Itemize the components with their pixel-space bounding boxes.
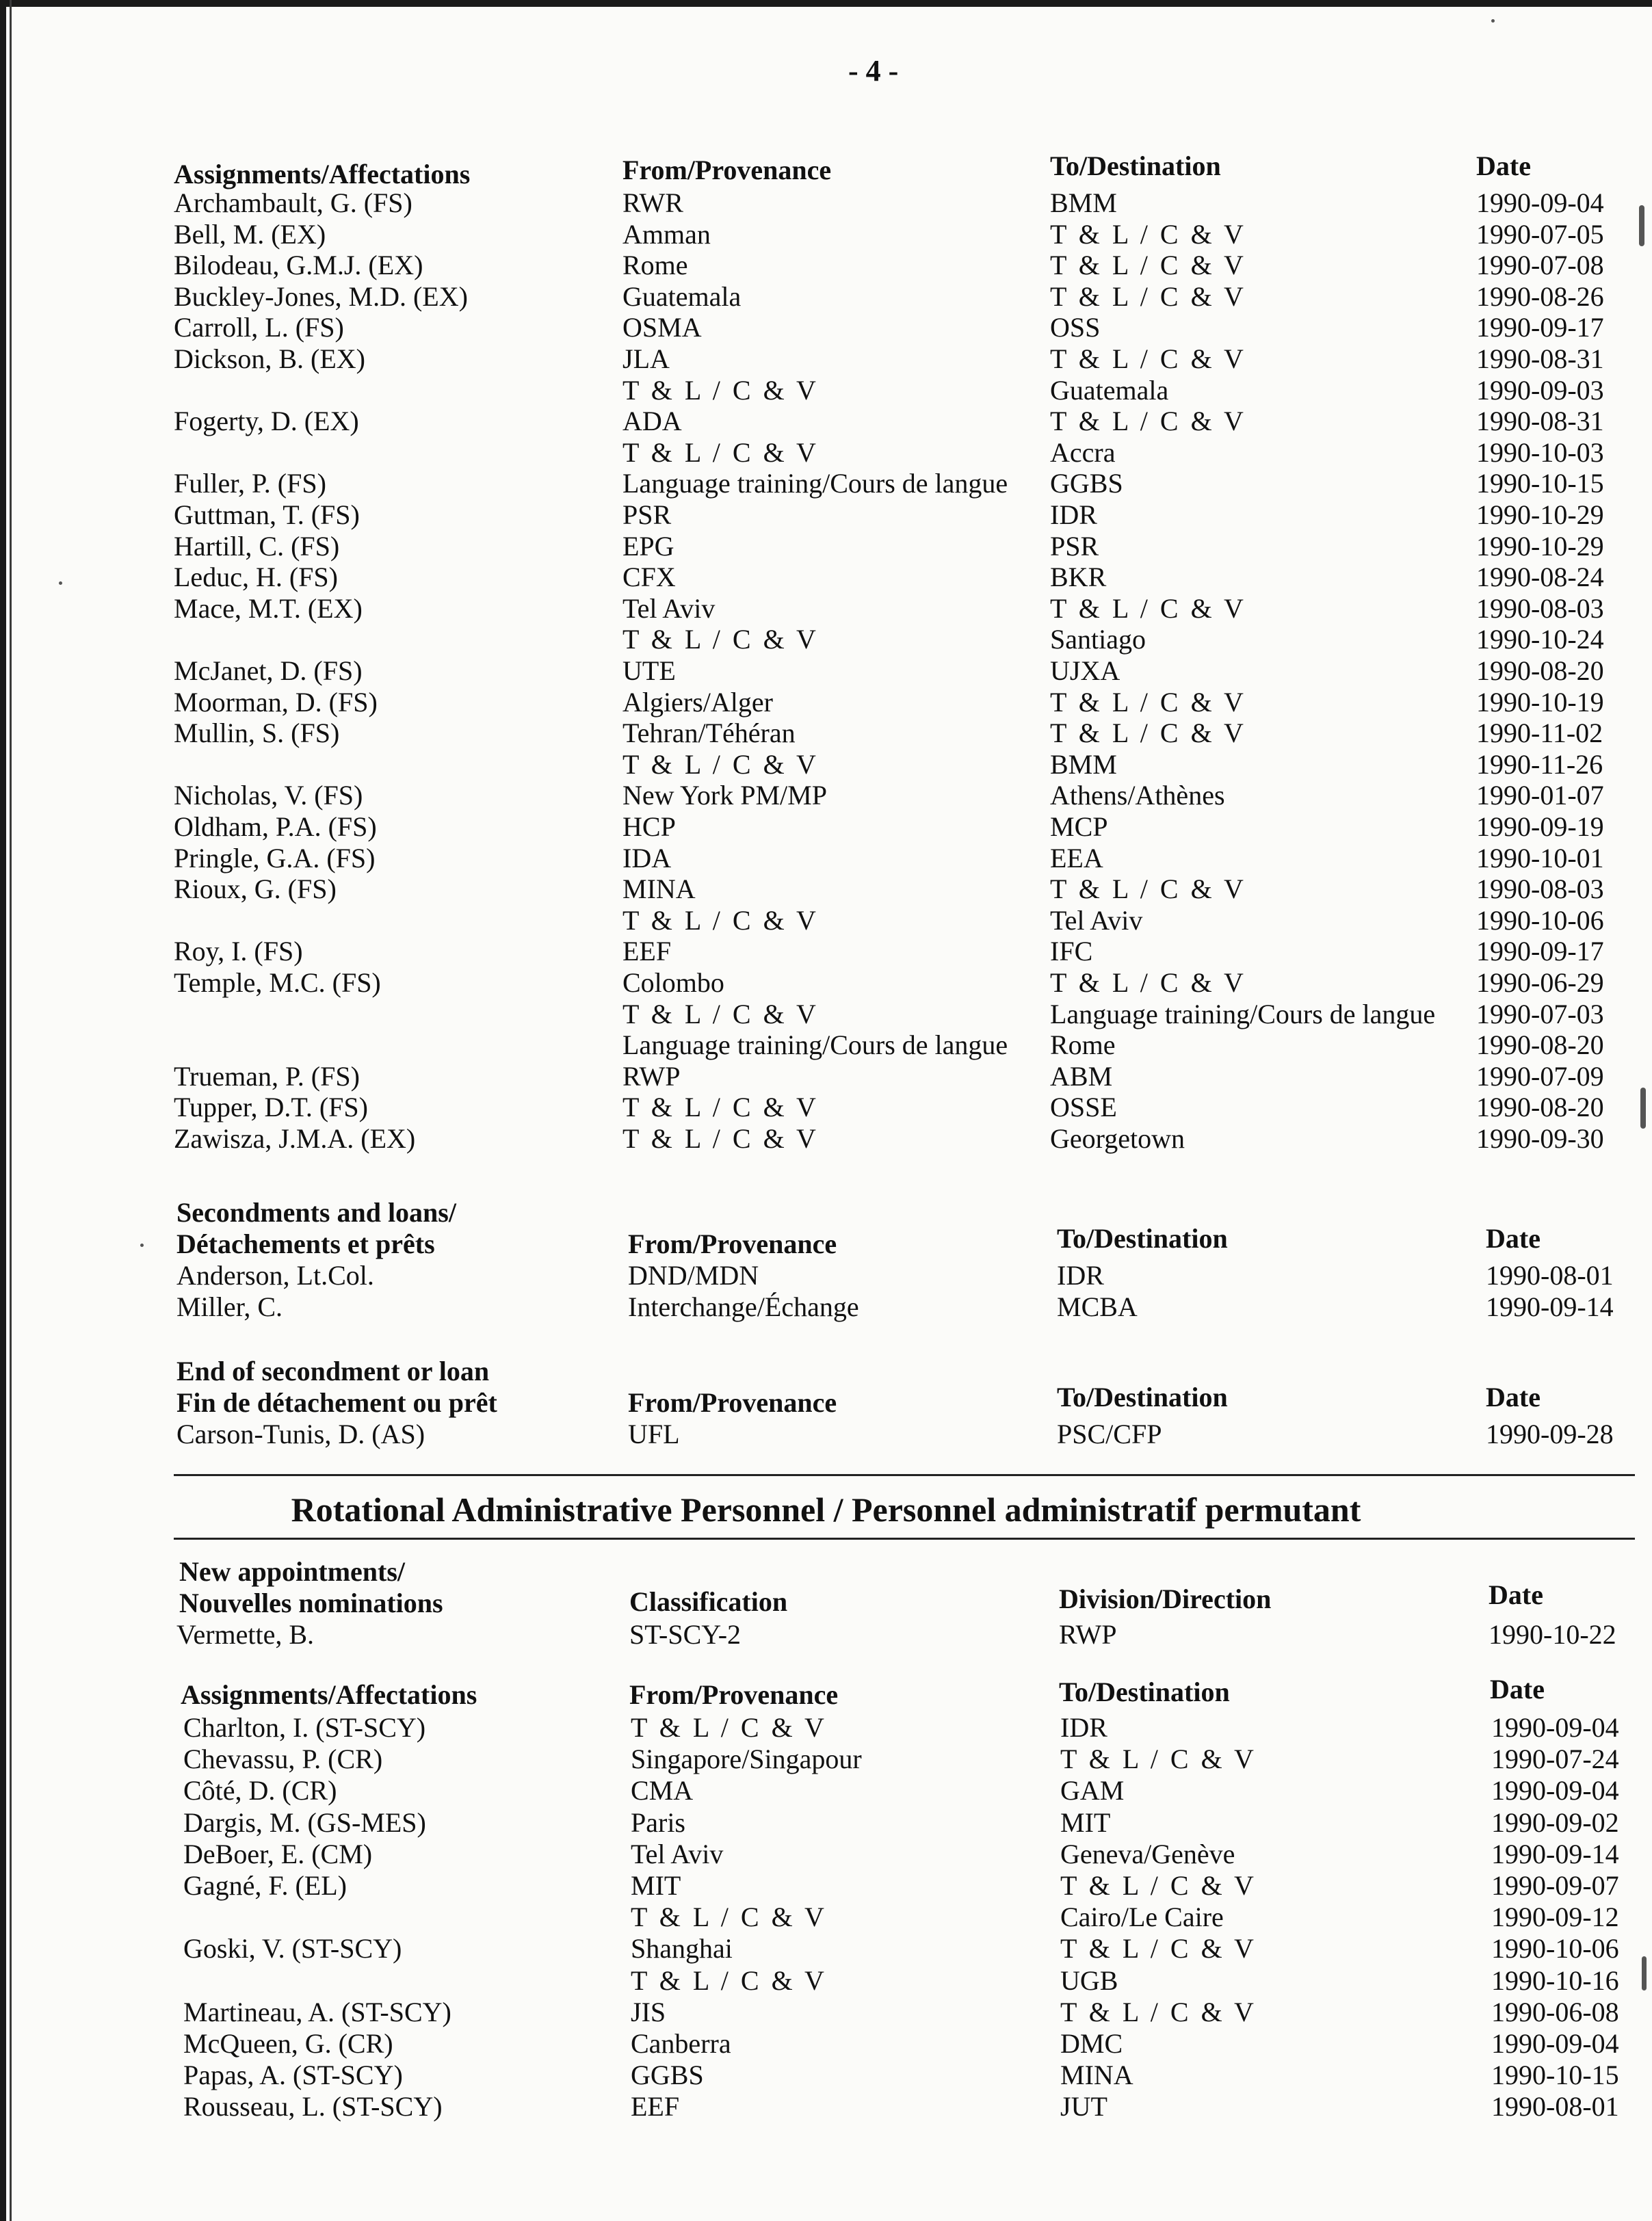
- table-row: [0, 1807, 1652, 1839]
- cell-to: OSSE: [1050, 1092, 1117, 1123]
- table-row: [0, 437, 1652, 469]
- cell-date: 1990-07-05: [1476, 218, 1604, 250]
- secondments-title-row-2: [0, 1223, 1652, 1260]
- cell-date: 1990-09-14: [1491, 1838, 1619, 1869]
- rotational-banner: Rotational Administrative Personnel / Personnel administratif permutant: [291, 1490, 1361, 1529]
- cell-name: Hartill, C. (FS): [174, 530, 340, 562]
- cell-from: IDA: [622, 842, 672, 873]
- cell-date: 1990-09-17: [1476, 312, 1604, 343]
- cell-to: EEA: [1050, 842, 1103, 873]
- header-date: Date: [1476, 150, 1531, 181]
- cell-from: Language training/Cours de langue: [622, 468, 1008, 499]
- secondments-header-date: Date: [1486, 1223, 1540, 1254]
- cell-date: 1990-09-07: [1491, 1870, 1619, 1901]
- cell-name: Buckley-Jones, M.D. (EX): [174, 280, 468, 312]
- cell-to: T & L / C & V: [1050, 718, 1246, 749]
- cell-name: Mullin, S. (FS): [174, 718, 340, 749]
- cell-name: Dickson, B. (EX): [174, 343, 365, 374]
- cell-from: Amman: [622, 218, 711, 250]
- cell-from: UTE: [622, 655, 676, 686]
- rotational-header-row: [0, 1674, 1652, 1711]
- table-row: [0, 250, 1652, 281]
- cell-date: 1990-10-06: [1476, 904, 1604, 936]
- table-row: [0, 1619, 1652, 1651]
- table-row: [0, 749, 1652, 780]
- cell-from: MINA: [622, 873, 696, 905]
- cell-name: Fuller, P. (FS): [174, 468, 326, 499]
- cell-to: T & L / C & V: [1060, 1996, 1257, 2027]
- table-row: [0, 1123, 1652, 1155]
- end-secondment-header-from: From/Provenance: [628, 1387, 837, 1418]
- top-edge-rule: [0, 0, 1652, 7]
- cell-to: IFC: [1050, 936, 1093, 967]
- end-secondment-header-to: To/Destination: [1057, 1382, 1228, 1412]
- table-row: [0, 1902, 1652, 1933]
- cell-name: Mace, M.T. (EX): [174, 592, 363, 624]
- new-appointments-title-row-1: [0, 1556, 1652, 1588]
- cell-name: Archambault, G. (FS): [174, 187, 412, 218]
- cell-to: T & L / C & V: [1050, 343, 1246, 374]
- cell-name: Charlton, I. (ST-SCY): [183, 1712, 426, 1743]
- cell-date: 1990-08-01: [1486, 1260, 1614, 1291]
- table-row: [0, 1965, 1652, 1997]
- cell-from: T & L / C & V: [622, 436, 819, 468]
- cell-date: 1990-10-01: [1476, 842, 1604, 873]
- cell-to: T & L / C & V: [1050, 250, 1246, 281]
- cell-to: T & L / C & V: [1050, 592, 1246, 624]
- new-appointments-title-1: New appointments/: [179, 1556, 406, 1587]
- cell-to: T & L / C & V: [1050, 406, 1246, 437]
- cell-date: 1990-07-09: [1476, 1060, 1604, 1092]
- cell-date: 1990-08-31: [1476, 343, 1604, 374]
- rotational-header-date: Date: [1490, 1674, 1545, 1705]
- cell-to: T & L / C & V: [1050, 280, 1246, 312]
- cell-to: UGB: [1060, 1964, 1118, 1996]
- cell-date: 1990-09-30: [1476, 1123, 1604, 1154]
- table-row: [0, 1997, 1652, 2028]
- end-secondment-title-1: End of secondment or loan: [176, 1356, 490, 1387]
- cell-to: MCP: [1050, 811, 1108, 842]
- end-secondment-title-row-2: [0, 1382, 1652, 1419]
- table-row: [0, 1870, 1652, 1902]
- cell-date: 1990-09-17: [1476, 936, 1604, 967]
- cell-to: Athens/Athènes: [1050, 780, 1225, 811]
- table-row: [0, 468, 1652, 499]
- cell-from: T & L / C & V: [631, 1964, 827, 1996]
- banner-rule-bottom: [174, 1538, 1635, 1540]
- cell-date: 1990-08-01: [1491, 2091, 1619, 2123]
- cell-to: OSS: [1050, 312, 1101, 343]
- cell-date: 1990-10-15: [1476, 468, 1604, 499]
- cell-from: Singapore/Singapour: [631, 1744, 862, 1775]
- secondments-header-to: To/Destination: [1057, 1223, 1228, 1254]
- cell-to: Georgetown: [1050, 1123, 1185, 1154]
- rotational-header-to: To/Destination: [1059, 1677, 1230, 1707]
- cell-from: Tel Aviv: [631, 1838, 724, 1869]
- cell-date: 1990-09-28: [1486, 1419, 1614, 1449]
- new-appointments-title-2: Nouvelles nominations: [179, 1588, 443, 1618]
- table-row: [0, 2028, 1652, 2060]
- end-secondment-header-date: Date: [1486, 1382, 1540, 1412]
- cell-name: Bell, M. (EX): [174, 218, 326, 250]
- cell-name: Goski, V. (ST-SCY): [183, 1933, 402, 1964]
- cell-to: MIT: [1060, 1806, 1111, 1838]
- cell-from: ST-SCY-2: [629, 1619, 742, 1650]
- cell-date: 1990-09-12: [1491, 1902, 1619, 1933]
- cell-date: 1990-08-20: [1476, 1029, 1604, 1061]
- cell-date: 1990-10-16: [1491, 1964, 1619, 1996]
- cell-to: IDR: [1057, 1260, 1104, 1291]
- cell-to: GAM: [1060, 1775, 1125, 1806]
- table-row: [0, 905, 1652, 936]
- cell-from: T & L / C & V: [622, 998, 819, 1029]
- cell-date: 1990-06-29: [1476, 967, 1604, 998]
- cell-from: HCP: [622, 811, 676, 842]
- new-appointments-title-row-2: [0, 1579, 1652, 1619]
- scan-speck: [1491, 19, 1495, 23]
- cell-name: Chevassu, P. (CR): [183, 1744, 383, 1775]
- cell-name: McQueen, G. (CR): [183, 2028, 393, 2059]
- cell-to: JUT: [1060, 2091, 1107, 2123]
- cell-date: 1990-08-26: [1476, 280, 1604, 312]
- cell-to: Rome: [1050, 1029, 1116, 1061]
- table-row: [0, 375, 1652, 406]
- secondments-title-1: Secondments and loans/: [176, 1197, 456, 1228]
- cell-name: Tupper, D.T. (FS): [174, 1092, 368, 1123]
- scan-speck: [59, 581, 62, 585]
- cell-date: 1990-08-20: [1476, 1092, 1604, 1123]
- cell-date: 1990-09-04: [1491, 2028, 1619, 2059]
- cell-date: 1990-10-29: [1476, 530, 1604, 562]
- end-secondment-title-row-1: [0, 1356, 1652, 1387]
- cell-name: Anderson, Lt.Col.: [176, 1260, 374, 1291]
- cell-from: UFL: [628, 1419, 680, 1449]
- cell-to: UJXA: [1050, 655, 1120, 686]
- cell-to: T & L / C & V: [1060, 1744, 1257, 1775]
- table-row: [0, 312, 1652, 343]
- cell-name: Carson-Tunis, D. (AS): [176, 1419, 425, 1449]
- scan-speck: [140, 1244, 144, 1247]
- cell-name: Carroll, L. (FS): [174, 312, 344, 343]
- cell-from: Language training/Cours de langue: [622, 1029, 1008, 1061]
- new-appointments-header-classification: Classification: [629, 1586, 788, 1617]
- cell-from: JLA: [622, 343, 670, 374]
- table-row: [0, 624, 1652, 655]
- cell-from: T & L / C & V: [622, 904, 819, 936]
- table-row: [0, 499, 1652, 531]
- cell-from: T & L / C & V: [631, 1712, 827, 1743]
- cell-from: DND/MDN: [628, 1260, 759, 1291]
- cell-from: CFX: [622, 562, 676, 593]
- cell-from: Tel Aviv: [622, 592, 716, 624]
- cell-date: 1990-07-24: [1491, 1744, 1619, 1775]
- secondments-title-row-1: [0, 1197, 1652, 1228]
- cell-name: Nicholas, V. (FS): [174, 780, 363, 811]
- cell-to: IDR: [1060, 1712, 1107, 1743]
- cell-date: 1990-08-03: [1476, 592, 1604, 624]
- table-row: [0, 811, 1652, 843]
- cell-date: 1990-07-03: [1476, 998, 1604, 1029]
- end-secondment-title-2: Fin de détachement ou prêt: [176, 1387, 497, 1418]
- cell-name: Trueman, P. (FS): [174, 1060, 360, 1092]
- table-row: [0, 718, 1652, 749]
- cell-date: 1990-07-08: [1476, 250, 1604, 281]
- table-row: [0, 1839, 1652, 1870]
- cell-to: PSC/CFP: [1057, 1419, 1162, 1449]
- cell-date: 1990-11-26: [1476, 748, 1603, 780]
- cell-date: 1990-10-19: [1476, 686, 1604, 718]
- table-row: [0, 873, 1652, 905]
- table-row: [0, 593, 1652, 625]
- cell-to: MCBA: [1057, 1291, 1138, 1322]
- scan-mark: [1640, 1088, 1646, 1129]
- cell-date: 1990-09-02: [1491, 1806, 1619, 1838]
- cell-from: RWR: [622, 187, 683, 218]
- cell-date: 1990-01-07: [1476, 780, 1604, 811]
- table-row: [0, 1029, 1652, 1061]
- cell-name: Rioux, G. (FS): [174, 873, 337, 905]
- cell-name: Rousseau, L. (ST-SCY): [183, 2091, 443, 2123]
- cell-name: Temple, M.C. (FS): [174, 967, 381, 998]
- table-row: [0, 1092, 1652, 1123]
- new-appointments-header-date: Date: [1489, 1579, 1543, 1610]
- cell-to: T & L / C & V: [1050, 873, 1246, 905]
- cell-name: Côté, D. (CR): [183, 1775, 337, 1806]
- cell-to: Guatemala: [1050, 374, 1169, 406]
- cell-from: Shanghai: [631, 1933, 733, 1964]
- cell-date: 1990-08-03: [1476, 873, 1604, 905]
- cell-date: 1990-09-04: [1491, 1775, 1619, 1806]
- banner-rule-top: [174, 1474, 1635, 1476]
- table-row: [0, 843, 1652, 874]
- cell-name: Vermette, B.: [176, 1619, 315, 1650]
- cell-to: BMM: [1050, 187, 1117, 218]
- page-number: - 4 -: [848, 54, 899, 88]
- cell-name: Oldham, P.A. (FS): [174, 811, 377, 842]
- cell-date: 1990-08-31: [1476, 406, 1604, 437]
- table-row: [0, 2091, 1652, 2123]
- cell-to: Santiago: [1050, 624, 1146, 655]
- table-row: [0, 281, 1652, 313]
- header-to: To/Destination: [1050, 150, 1221, 181]
- table-row: [0, 780, 1652, 811]
- cell-from: T & L / C & V: [622, 1092, 819, 1123]
- cell-date: 1990-09-14: [1486, 1291, 1614, 1322]
- cell-to: Tel Aviv: [1050, 904, 1143, 936]
- cell-date: 1990-10-06: [1491, 1933, 1619, 1964]
- cell-date: 1990-09-04: [1491, 1712, 1619, 1743]
- cell-to: BMM: [1050, 748, 1117, 780]
- table-row: [0, 655, 1652, 687]
- cell-from: Interchange/Échange: [628, 1291, 859, 1322]
- cell-date: 1990-10-24: [1476, 624, 1604, 655]
- cell-from: EPG: [622, 530, 674, 562]
- cell-date: 1990-06-08: [1491, 1996, 1619, 2027]
- table-row: [0, 2060, 1652, 2091]
- cell-to: PSR: [1050, 530, 1099, 562]
- secondments-header-from: From/Provenance: [628, 1228, 837, 1259]
- cell-from: Colombo: [622, 967, 724, 998]
- cell-to: Geneva/Genève: [1060, 1838, 1235, 1869]
- cell-name: McJanet, D. (FS): [174, 655, 363, 686]
- cell-to: T & L / C & V: [1050, 686, 1246, 718]
- table-row: [0, 1775, 1652, 1806]
- table-row: [0, 531, 1652, 562]
- cell-to: T & L / C & V: [1060, 1870, 1257, 1901]
- table-row: [0, 687, 1652, 718]
- cell-from: PSR: [622, 499, 672, 530]
- table-row: [0, 562, 1652, 593]
- table-row: [0, 1744, 1652, 1775]
- cell-date: 1990-10-03: [1476, 436, 1604, 468]
- cell-name: Dargis, M. (GS-MES): [183, 1806, 426, 1838]
- table-row: [0, 1291, 1652, 1323]
- cell-from: GGBS: [631, 2060, 704, 2091]
- cell-to: Accra: [1050, 436, 1116, 468]
- cell-name: Gagné, F. (EL): [183, 1870, 347, 1901]
- cell-name: DeBoer, E. (CM): [183, 1838, 373, 1869]
- cell-name: Roy, I. (FS): [174, 936, 303, 967]
- cell-from: EEF: [631, 2091, 680, 2123]
- cell-to: MINA: [1060, 2060, 1133, 2091]
- cell-to: T & L / C & V: [1050, 218, 1246, 250]
- cell-from: T & L / C & V: [622, 1123, 819, 1154]
- header-from: From/Provenance: [622, 155, 832, 185]
- cell-date: 1990-10-15: [1491, 2060, 1619, 2091]
- scan-mark: [1642, 1956, 1647, 1990]
- cell-from: T & L / C & V: [622, 748, 819, 780]
- table-row: [0, 219, 1652, 250]
- assignments-header-row: [0, 150, 1652, 189]
- cell-from: T & L / C & V: [622, 624, 819, 655]
- cell-name: Martineau, A. (ST-SCY): [183, 1996, 451, 2027]
- cell-from: New York PM/MP: [622, 780, 827, 811]
- cell-from: Algiers/Alger: [622, 686, 773, 718]
- cell-from: JIS: [631, 1996, 666, 2027]
- cell-from: Tehran/Téhéran: [622, 718, 796, 749]
- cell-date: 1990-08-24: [1476, 562, 1604, 593]
- cell-from: ADA: [622, 406, 682, 437]
- cell-date: 1990-10-29: [1476, 499, 1604, 530]
- cell-date: 1990-11-02: [1476, 718, 1603, 749]
- table-row: [0, 187, 1652, 219]
- cell-from: RWP: [622, 1060, 681, 1092]
- cell-name: Leduc, H. (FS): [174, 562, 338, 593]
- table-row: [0, 1933, 1652, 1964]
- cell-to: IDR: [1050, 499, 1097, 530]
- cell-from: T & L / C & V: [622, 374, 819, 406]
- cell-from: Rome: [622, 250, 688, 281]
- cell-name: Guttman, T. (FS): [174, 499, 360, 530]
- cell-to: Cairo/Le Caire: [1060, 1902, 1224, 1933]
- cell-from: EEF: [622, 936, 672, 967]
- cell-to: T & L / C & V: [1060, 1933, 1257, 1964]
- table-row: [0, 967, 1652, 999]
- header-assignments: Assignments/Affectations: [174, 159, 471, 189]
- cell-from: Canberra: [631, 2028, 731, 2059]
- cell-from: MIT: [631, 1870, 681, 1901]
- cell-from: Guatemala: [622, 280, 742, 312]
- cell-name: Miller, C.: [176, 1291, 283, 1322]
- table-row: [0, 1260, 1652, 1291]
- rotational-header-from: From/Provenance: [629, 1679, 839, 1710]
- cell-date: 1990-08-20: [1476, 655, 1604, 686]
- table-row: [0, 999, 1652, 1030]
- cell-date: 1990-10-22: [1489, 1619, 1616, 1650]
- new-appointments-header-division: Division/Direction: [1059, 1583, 1272, 1614]
- cell-to: RWP: [1059, 1619, 1117, 1650]
- cell-to: DMC: [1060, 2028, 1123, 2059]
- cell-date: 1990-09-04: [1476, 187, 1604, 218]
- table-row: [0, 343, 1652, 375]
- cell-name: Fogerty, D. (EX): [174, 406, 359, 437]
- table-row: [0, 1061, 1652, 1092]
- cell-date: 1990-09-19: [1476, 811, 1604, 842]
- cell-from: Paris: [631, 1806, 685, 1838]
- table-row: [0, 1712, 1652, 1744]
- secondments-title-2: Détachements et prêts: [176, 1228, 435, 1259]
- cell-name: Zawisza, J.M.A. (EX): [174, 1123, 416, 1154]
- cell-name: Moorman, D. (FS): [174, 686, 378, 718]
- cell-name: Bilodeau, G.M.J. (EX): [174, 250, 423, 281]
- cell-to: Language training/Cours de langue: [1050, 998, 1436, 1029]
- table-row: [0, 1419, 1652, 1450]
- cell-to: ABM: [1050, 1060, 1113, 1092]
- scan-mark: [1639, 205, 1644, 246]
- table-row: [0, 406, 1652, 437]
- cell-name: Papas, A. (ST-SCY): [183, 2060, 403, 2091]
- cell-to: T & L / C & V: [1050, 967, 1246, 998]
- cell-from: CMA: [631, 1775, 694, 1806]
- cell-date: 1990-09-03: [1476, 374, 1604, 406]
- cell-name: Pringle, G.A. (FS): [174, 842, 376, 873]
- table-row: [0, 936, 1652, 967]
- rotational-header-assignments: Assignments/Affectations: [181, 1679, 477, 1710]
- cell-from: T & L / C & V: [631, 1902, 827, 1933]
- cell-from: OSMA: [622, 312, 702, 343]
- cell-to: GGBS: [1050, 468, 1123, 499]
- cell-to: BKR: [1050, 562, 1107, 593]
